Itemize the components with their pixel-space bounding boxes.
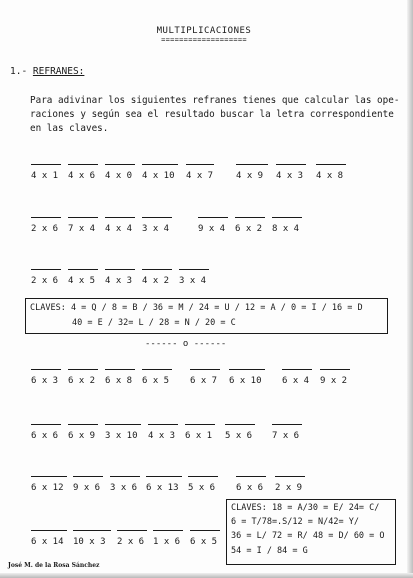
operation: 6 x 5 (142, 376, 170, 386)
exercise-cell (316, 164, 346, 186)
exercise-row (0, 424, 413, 446)
operation: 3 x 10 (105, 431, 138, 441)
operation: 9 x 6 (73, 483, 101, 493)
section-heading (10, 66, 84, 77)
claves-line: 36 = L/ 72 = R/ 48 = D/ 60 = O (231, 531, 385, 541)
operation: 4 x 0 (105, 171, 133, 181)
answer-blank[interactable] (31, 530, 67, 531)
answer-blank[interactable] (148, 424, 178, 425)
answer-blank[interactable] (31, 164, 61, 165)
answer-blank[interactable] (235, 217, 265, 218)
answer-blank[interactable] (316, 164, 346, 165)
instruction-line: en las claves. (30, 123, 109, 134)
operation: 9 x 2 (320, 376, 348, 386)
answer-blank[interactable] (31, 424, 61, 425)
section-label: REFRANES: (32, 66, 85, 77)
answer-blank[interactable] (229, 369, 265, 370)
operation: 3 x 6 (110, 483, 138, 493)
exercise-cell (117, 530, 147, 552)
operation: 6 x 4 (282, 376, 310, 386)
operation: 6 x 7 (190, 376, 218, 386)
exercise-cell (179, 269, 209, 291)
operation: 4 x 3 (276, 171, 304, 181)
operation: 2 x 6 (117, 537, 145, 547)
operation: 6 x 2 (235, 224, 263, 234)
answer-blank[interactable] (105, 424, 141, 425)
claves-line: CLAVES: 4 = Q / 8 = B / 36 = M / 24 = U / 12 = A / 0 = I / 16 = D (30, 303, 363, 313)
exercise-cell (31, 217, 61, 239)
exercise-cell (105, 424, 141, 446)
answer-blank[interactable] (73, 530, 111, 531)
answer-blank[interactable] (110, 476, 140, 477)
page-bottom-shadow (0, 573, 413, 578)
answer-blank[interactable] (320, 369, 350, 370)
answer-blank[interactable] (68, 217, 98, 218)
claves-line: CLAVES: 18 = A/30 = E/ 24= C/ (231, 503, 380, 513)
exercise-cell (68, 164, 98, 186)
answer-blank[interactable] (225, 424, 255, 425)
exercise-cell (153, 530, 183, 552)
answer-blank[interactable] (186, 164, 214, 165)
claves-box (226, 499, 396, 565)
operation: 6 x 8 (105, 376, 133, 386)
answer-blank[interactable] (68, 424, 98, 425)
operation: 1 x 6 (153, 537, 181, 547)
operation: 6 x 1 (185, 431, 213, 441)
operation: 6 x 2 (68, 376, 96, 386)
operation: 6 x 9 (68, 431, 96, 441)
exercise-cell (276, 164, 306, 186)
answer-blank[interactable] (179, 269, 209, 270)
exercise-row (0, 269, 413, 291)
answer-blank[interactable] (105, 217, 135, 218)
answer-blank[interactable] (236, 476, 266, 477)
claves-box (25, 298, 388, 334)
title-underline: =================== (161, 36, 247, 44)
operation: 4 x 8 (316, 171, 344, 181)
answer-blank[interactable] (68, 369, 98, 370)
exercise-cell (31, 424, 61, 446)
exercise-cell (31, 269, 61, 291)
answer-blank[interactable] (276, 164, 306, 165)
operation: 4 x 3 (105, 276, 133, 286)
exercise-cell (320, 369, 350, 391)
exercise-cell (142, 369, 172, 391)
exercise-cell (190, 369, 220, 391)
exercise-cell (229, 369, 265, 391)
answer-blank[interactable] (142, 369, 172, 370)
page-title: MULTIPLICACIONES (156, 26, 252, 36)
exercise-cell (236, 476, 266, 498)
exercise-cell (68, 269, 98, 291)
operation: 8 x 4 (272, 224, 300, 234)
exercise-cell (188, 476, 218, 498)
operation: 6 x 14 (31, 537, 64, 547)
exercise-cell (105, 217, 135, 239)
exercise-cell (198, 217, 228, 239)
separator: ------ o ------ (145, 339, 227, 349)
answer-blank[interactable] (282, 369, 312, 370)
exercise-cell (275, 476, 305, 498)
exercise-cell (68, 217, 98, 239)
exercise-cell (272, 217, 302, 239)
answer-blank[interactable] (146, 476, 182, 477)
exercise-cell (110, 476, 140, 498)
claves-line: 54 = I / 84 = G (231, 546, 308, 556)
operation: 4 x 1 (31, 171, 59, 181)
operation: 5 x 6 (225, 431, 253, 441)
exercise-cell (236, 164, 268, 186)
claves-line: 6 = T/78=.S/12 = N/42= Y/ (231, 517, 359, 527)
answer-blank[interactable] (188, 476, 218, 477)
operation: 5 x 6 (188, 483, 216, 493)
operation: 4 x 4 (105, 224, 133, 234)
operation: 6 x 5 (190, 537, 218, 547)
answer-blank[interactable] (31, 476, 67, 477)
exercise-cell (31, 164, 61, 186)
exercise-cell (235, 217, 265, 239)
answer-blank[interactable] (185, 424, 215, 425)
operation: 3 x 4 (179, 276, 207, 286)
operation: 7 x 6 (272, 431, 300, 441)
answer-blank[interactable] (31, 369, 61, 370)
exercise-cell (142, 164, 178, 186)
answer-blank[interactable] (105, 164, 135, 165)
operation: 4 x 7 (186, 171, 214, 181)
exercise-cell (282, 369, 312, 391)
operation: 2 x 6 (31, 276, 59, 286)
operation: 3 x 4 (142, 224, 170, 234)
exercise-row (0, 164, 413, 186)
exercise-cell (73, 476, 103, 498)
exercise-cell (142, 217, 172, 239)
exercise-cell (68, 424, 98, 446)
exercise-cell (31, 369, 61, 391)
exercise-cell (146, 476, 182, 498)
answer-blank[interactable] (236, 164, 268, 165)
operation: 6 x 6 (31, 431, 59, 441)
answer-blank[interactable] (272, 217, 302, 218)
exercise-cell (105, 164, 135, 186)
operation: 10 x 3 (73, 537, 106, 547)
operation: 6 x 3 (31, 376, 59, 386)
answer-blank[interactable] (68, 164, 98, 165)
exercise-cell (272, 424, 302, 446)
answer-blank[interactable] (117, 530, 147, 531)
operation: 4 x 5 (68, 276, 96, 286)
author-credit: José M. de la Rosa Sánchez (8, 562, 100, 569)
operation: 2 x 6 (31, 224, 59, 234)
operation: 4 x 6 (68, 171, 96, 181)
instruction-line: Para adivinar los siguientes refranes tienes que calcular las ope- (30, 95, 400, 106)
exercise-cell (105, 269, 135, 291)
operation: 6 x 10 (229, 376, 262, 386)
operation: 6 x 13 (146, 483, 179, 493)
exercise-cell (142, 269, 172, 291)
operation: 6 x 6 (236, 483, 264, 493)
answer-blank[interactable] (275, 476, 305, 477)
answer-blank[interactable] (142, 164, 178, 165)
section-number: 1.- (10, 66, 28, 77)
exercise-cell (185, 424, 215, 446)
answer-blank[interactable] (31, 269, 61, 270)
operation: 4 x 3 (148, 431, 176, 441)
answer-blank[interactable] (190, 369, 220, 370)
answer-blank[interactable] (73, 476, 103, 477)
claves-line: 40 = E / 32= L / 28 = N / 20 = C (72, 318, 236, 328)
exercise-row (0, 217, 413, 239)
answer-blank[interactable] (68, 269, 98, 270)
exercise-row (0, 369, 413, 391)
answer-blank[interactable] (198, 217, 228, 218)
operation: 4 x 9 (236, 171, 264, 181)
operation: 4 x 2 (142, 276, 170, 286)
instruction-line: raciones y según sea el resultado buscar la letra correspondiente (30, 109, 394, 120)
exercise-cell (31, 476, 67, 498)
exercise-cell (68, 369, 98, 391)
exercise-cell (73, 530, 111, 552)
exercise-cell (31, 530, 67, 552)
exercise-row (0, 476, 413, 498)
answer-blank[interactable] (190, 530, 220, 531)
exercise-cell (105, 369, 135, 391)
answer-blank[interactable] (31, 217, 61, 218)
operation: 2 x 9 (275, 483, 303, 493)
answer-blank[interactable] (105, 269, 135, 270)
answer-blank[interactable] (272, 424, 302, 425)
answer-blank[interactable] (105, 369, 135, 370)
exercise-cell (186, 164, 214, 186)
exercise-cell (225, 424, 255, 446)
exercise-cell (190, 530, 220, 552)
instructions (30, 94, 400, 136)
operation: 9 x 4 (198, 224, 226, 234)
operation: 6 x 12 (31, 483, 64, 493)
operation: 4 x 10 (142, 171, 175, 181)
answer-blank[interactable] (153, 530, 183, 531)
exercise-cell (148, 424, 178, 446)
answer-blank[interactable] (142, 217, 172, 218)
answer-blank[interactable] (142, 269, 172, 270)
operation: 7 x 4 (68, 224, 96, 234)
